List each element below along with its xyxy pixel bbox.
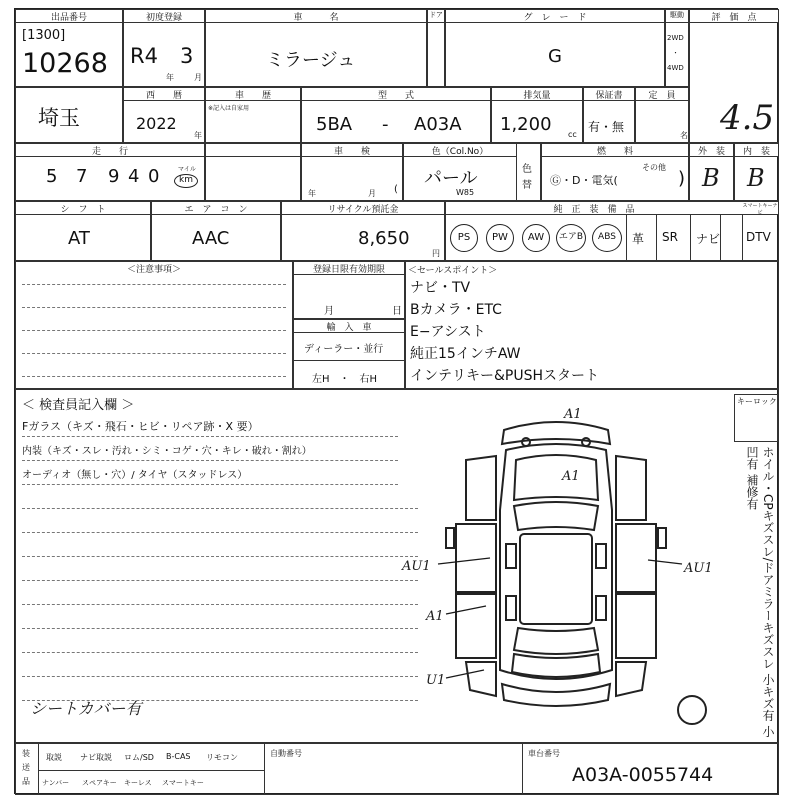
door-cell — [427, 9, 445, 87]
left-headlight — [522, 438, 530, 446]
carry-header-2: 送 — [22, 763, 30, 772]
model-name: ミラージュ — [266, 50, 356, 71]
capacity-unit: 名 — [680, 131, 688, 140]
equip-navi: ナビ — [696, 232, 721, 246]
carry-item: B-CAS — [166, 752, 191, 761]
roof — [520, 534, 592, 624]
equipment-cell — [445, 201, 779, 261]
first-reg-month: 3 — [180, 44, 194, 68]
recycle-header: リサイクル預託金 — [282, 202, 444, 215]
inspector-line-interior: 内装（キズ・スレ・汚れ・シミ・コゲ・穴・キレ・破れ・割れ） — [22, 446, 312, 457]
equip-abs: ABS — [592, 224, 622, 252]
shaken-month-unit: 月 — [368, 189, 376, 198]
rear-window — [514, 628, 598, 654]
equip-aw: AW — [522, 224, 550, 252]
equip-pw: PW — [486, 224, 514, 252]
type-dash: - — [382, 114, 389, 135]
interior-header: 内 装 — [735, 144, 778, 157]
recycle-value: 8,650 — [358, 228, 410, 249]
mark-right-front: AU1 — [684, 561, 713, 576]
year-header: 西 暦 — [124, 88, 204, 101]
rear-bumper — [502, 684, 610, 706]
chassis-number: A03A-0055744 — [572, 764, 714, 786]
reg-deadline-header: 登録日限有効期限 — [294, 262, 404, 275]
sales-point: 純正15インチAW — [410, 346, 521, 362]
year-unit-2: 年 — [194, 131, 202, 140]
capacity-header: 定 員 — [636, 88, 688, 101]
inspection-header: 車 検 — [302, 144, 402, 157]
carry-item: スペアキー — [82, 779, 117, 787]
mileage-cell — [15, 143, 205, 201]
lot-number: 10268 — [22, 48, 108, 79]
paren-open: ( — [394, 184, 398, 195]
type-cell — [301, 87, 491, 143]
mark-front: A1 — [564, 407, 582, 422]
region-cell — [15, 87, 123, 143]
caution-cell — [15, 261, 293, 389]
mileage-header: 走 行 — [16, 144, 204, 157]
fuel-cell — [541, 143, 689, 201]
fuel-other: その他 — [642, 163, 666, 172]
reg-deadline-cell — [293, 261, 405, 319]
grade-cell — [445, 9, 665, 87]
door-header: ドア — [428, 10, 444, 23]
year-value: 2022 — [136, 114, 177, 133]
shift-header: シ フ ト — [16, 202, 150, 215]
windshield — [514, 502, 598, 530]
lot-header: 出品番号 — [16, 10, 122, 23]
key-circle — [678, 696, 706, 724]
mark-left-mid: A1 — [426, 609, 444, 624]
hood — [514, 455, 598, 500]
lot-prefix: [1300] — [22, 28, 66, 43]
mileage-digit: 0 — [148, 166, 160, 187]
shaken-cell — [301, 143, 403, 201]
color-change-1: 色 — [522, 164, 532, 175]
color-cell — [403, 143, 541, 201]
auto-number-header: 自動番号 — [270, 749, 302, 758]
exterior-cell — [689, 143, 734, 201]
color-value: パール — [424, 168, 478, 189]
era-year: R4 — [130, 44, 158, 68]
shift-cell — [15, 201, 151, 261]
history-header: 車 歴 — [206, 88, 300, 101]
keylock-box — [734, 394, 778, 442]
history-cell — [205, 87, 301, 143]
cc-unit: cc — [568, 130, 577, 139]
equip-sr: SR — [662, 230, 678, 244]
inspector-line-audio: オーディオ（無し・穴）/ タイヤ（スタッドレス） — [22, 470, 248, 481]
exterior-header: 外 装 — [690, 144, 733, 157]
inspector-area — [15, 389, 779, 743]
chassis-header: 車台番号 — [528, 749, 560, 758]
mileage-digit: 4 — [128, 166, 140, 187]
mile-unit: マイル — [178, 166, 196, 173]
left-mirror — [446, 528, 454, 548]
lot-number-cell — [15, 9, 123, 87]
carry-header-1: 装 — [22, 749, 30, 758]
car-diagram — [386, 400, 726, 740]
interior-cell — [734, 143, 779, 201]
grade-header: グ レ ー ド — [446, 10, 664, 23]
sales-point: ナビ・TV — [410, 280, 471, 296]
equip-ps: PS — [450, 224, 478, 252]
mark-left-rear: U1 — [426, 673, 446, 688]
equip-leather: 革 — [632, 232, 645, 246]
right-rear-door — [616, 594, 656, 658]
carry-item: ナンバー — [42, 779, 70, 787]
sales-points-cell — [405, 261, 779, 389]
type-prefix: 5BA — [316, 114, 353, 135]
carry-item: スマートキー — [162, 779, 204, 787]
meter-header — [206, 144, 300, 157]
carry-item: ナビ取説 — [80, 753, 112, 762]
front-bumper — [502, 422, 610, 444]
drive-header: 駆動 — [666, 10, 688, 23]
type-code: A03A — [414, 114, 462, 135]
km-unit: km — [174, 174, 198, 188]
drive-dot: ・ — [672, 49, 679, 57]
color-header: 色（Col.No） — [404, 144, 516, 157]
shift-value: AT — [68, 228, 90, 249]
ac-value: AAC — [192, 228, 230, 249]
smartkey-header: スマートキーナビ — [742, 203, 778, 216]
fuel-paren: ) — [678, 168, 686, 189]
mark-left-front: AU1 — [402, 559, 431, 574]
drive-2wd: 2WD — [667, 34, 684, 42]
carry-item: キーレス — [124, 779, 152, 787]
deadline-month: 月 — [324, 306, 334, 317]
right-front-fender — [616, 456, 646, 520]
handwritten-score: 4.5 — [720, 98, 775, 138]
year-cell — [123, 87, 205, 143]
equipment-header: 純 正 装 備 品 — [446, 202, 742, 215]
sales-header: ＜セールスポイント＞ — [408, 266, 498, 276]
dealer-option: ディーラー・並行 — [304, 344, 384, 355]
mileage-digit: 7 — [76, 166, 88, 187]
warranty-header: 保証書 — [584, 88, 634, 101]
handwritten-interior: B — [747, 164, 765, 192]
year-unit: 年 — [166, 73, 174, 82]
carry-item: リモコン — [206, 753, 238, 762]
right-headlight — [582, 438, 590, 446]
displacement: 1,200 — [500, 114, 552, 135]
first-reg-header: 初度登録 — [124, 10, 204, 23]
import-cell — [293, 319, 405, 389]
fuel-header: 燃 料 — [542, 144, 688, 157]
recycle-unit: 円 — [432, 249, 440, 258]
handwritten-exterior: B — [702, 164, 720, 192]
footer — [15, 743, 779, 795]
mileage-digit: 9 — [108, 166, 120, 187]
inspector-line-glass: Fガラス（キズ・飛石・ヒビ・リペア跡・X 要） — [22, 420, 259, 433]
carry-header-3: 品 — [22, 777, 30, 786]
inspector-header: ＜ 検査員記入欄 ＞ — [22, 398, 135, 413]
score-cell — [689, 9, 779, 143]
keylock-header: キーロック — [737, 397, 777, 406]
color-change-2: 替 — [522, 180, 532, 191]
ac-cell — [151, 201, 281, 261]
month-unit: 月 — [194, 73, 202, 82]
model-cell — [205, 9, 427, 87]
region: 埼玉 — [38, 106, 80, 130]
type-header: 型 式 — [302, 88, 490, 101]
deadline-day: 日 — [392, 306, 402, 317]
carry-item: 取説 — [46, 753, 62, 762]
right-rear-fender — [616, 662, 646, 696]
warranty-value: 有・無 — [588, 120, 625, 134]
equip-airbag: エアB — [556, 224, 586, 252]
equip-dtv: DTV — [746, 230, 771, 244]
handle-option: 左H ・ 右H — [312, 374, 378, 385]
right-mirror — [658, 528, 666, 548]
inspection-date-cell — [205, 143, 301, 201]
left-front-fender — [466, 456, 496, 520]
import-header: 輸 入 車 — [294, 320, 404, 333]
left-rear-door — [456, 594, 496, 658]
sales-point: E−アシスト — [410, 324, 486, 340]
carry-item: ロム/SD — [124, 753, 154, 762]
auction-sheet — [14, 8, 778, 794]
shaken-year-unit: 年 — [308, 189, 316, 198]
capacity-cell — [635, 87, 689, 143]
model-header: 車 名 — [206, 10, 426, 23]
grade-value: G — [548, 46, 562, 67]
displacement-cell — [491, 87, 583, 143]
score-header: 評 価 点 — [690, 10, 778, 23]
trunk — [512, 654, 600, 677]
caution-header: ＜注意事項＞ — [16, 262, 292, 275]
side-note: ホイル・CPキズスレ/ドアミラーキズスレ 小キズ有 小凹有 補修有 — [745, 446, 775, 738]
fuel-options: Ⓖ・D・電気( — [550, 174, 618, 187]
right-front-door — [616, 524, 656, 592]
handwritten-seat-cover: シートカバー有 — [30, 699, 142, 718]
cc-header: 排気量 — [492, 88, 582, 101]
history-note: ※記入は自家用 — [208, 105, 250, 112]
left-rear-fender — [466, 662, 496, 696]
first-registration-cell — [123, 9, 205, 87]
mileage-digit: 5 — [46, 166, 58, 187]
warranty-cell — [583, 87, 635, 143]
drive-cell — [665, 9, 689, 87]
mark-hood: A1 — [562, 469, 580, 484]
sales-point: Bカメラ・ETC — [410, 302, 502, 318]
sales-point: インテリキー&PUSHスタート — [410, 368, 600, 384]
recycle-cell — [281, 201, 445, 261]
drive-4wd: 4WD — [667, 64, 684, 72]
ac-header: エ ア コ ン — [152, 202, 280, 215]
color-code: W85 — [456, 188, 475, 197]
